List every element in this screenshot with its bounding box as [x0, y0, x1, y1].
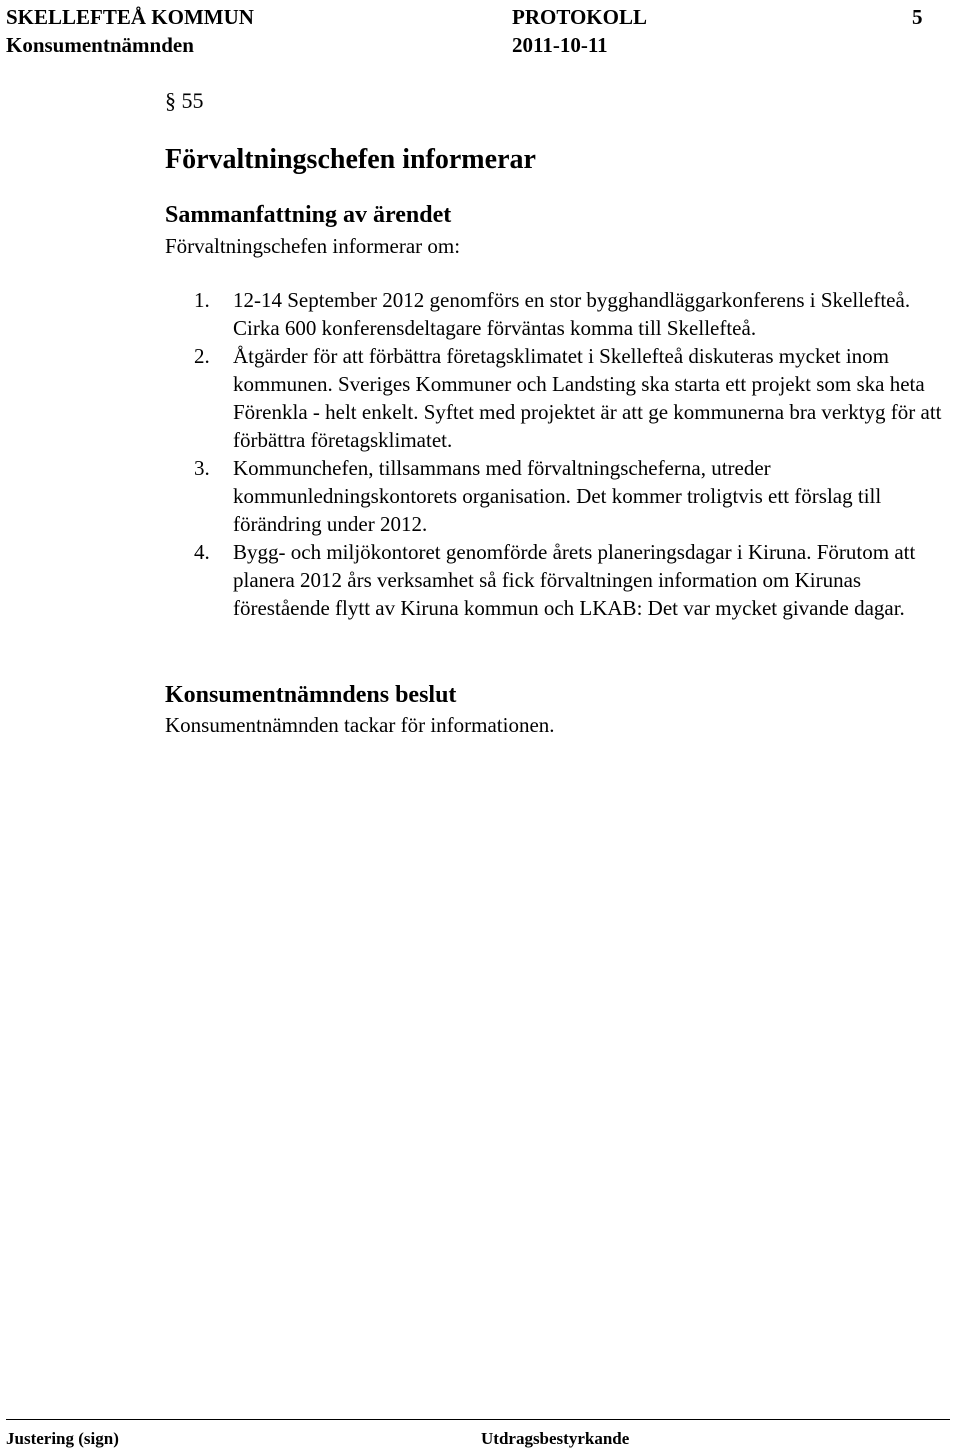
list-item-text: Åtgärder för att förbättra företagsklimatet i Skellefteå diskuteras mycket inom kommunen. Sveriges Kommuner och Landsting ska starta ett projekt som ska heta Förenkla - helt enkelt. Syftet med projektet är att ge kommunerna bra verktyg för att förbättra företagsklimatet.: [233, 344, 942, 452]
decision-text: Konsumentnämnden tackar för informationen.: [165, 713, 555, 737]
summary-intro: Förvaltningschefen informerar om:: [165, 234, 461, 258]
list-item: [194, 538, 954, 622]
list-item: [194, 454, 954, 538]
summary-item-list: [194, 286, 954, 622]
footer-justering-label: Justering (sign): [6, 1429, 119, 1448]
section-paragraph-number: § 55: [165, 88, 204, 113]
document-date: 2011-10-11: [512, 33, 608, 57]
section-title: Förvaltningschefen informerar: [165, 144, 536, 175]
footer-divider: [6, 1419, 950, 1420]
list-item: [194, 342, 954, 454]
summary-heading: Sammanfattning av ärendet: [165, 202, 452, 228]
committee-name: Konsumentnämnden: [6, 33, 194, 57]
list-item-text: 12-14 September 2012 genomförs en stor bygghandläggarkonferens i Skellefteå. Cirka 600 konferensdeltagare förväntas komma till Skellefteå.: [233, 288, 911, 340]
decision-heading: Konsumentnämndens beslut: [165, 682, 457, 708]
list-item-number: 1.: [194, 288, 210, 312]
list-item-text: Bygg- och miljökontoret genomförde årets planeringsdagar i Kiruna. Förutom att planera 2012 års verksamhet så fick förvaltningen information om Kirunas förestående flytt av Kiruna kommun och LKAB: Det var mycket givande dagar.: [233, 540, 916, 620]
page-number: 5: [912, 5, 923, 29]
document-type: PROTOKOLL: [512, 5, 647, 29]
list-item-number: 2.: [194, 344, 210, 368]
list-item: [194, 286, 954, 342]
footer-utdrag-label: Utdragsbestyrkande: [481, 1429, 630, 1448]
organization-name: SKELLEFTEÅ KOMMUN: [6, 5, 254, 29]
list-item-text: Kommunchefen, tillsammans med förvaltningscheferna, utreder kommunledningskontorets organisation. Det kommer troligtvis ett förslag till förändring under 2012.: [233, 456, 882, 536]
list-item-number: 3.: [194, 456, 210, 480]
list-item-number: 4.: [194, 540, 210, 564]
